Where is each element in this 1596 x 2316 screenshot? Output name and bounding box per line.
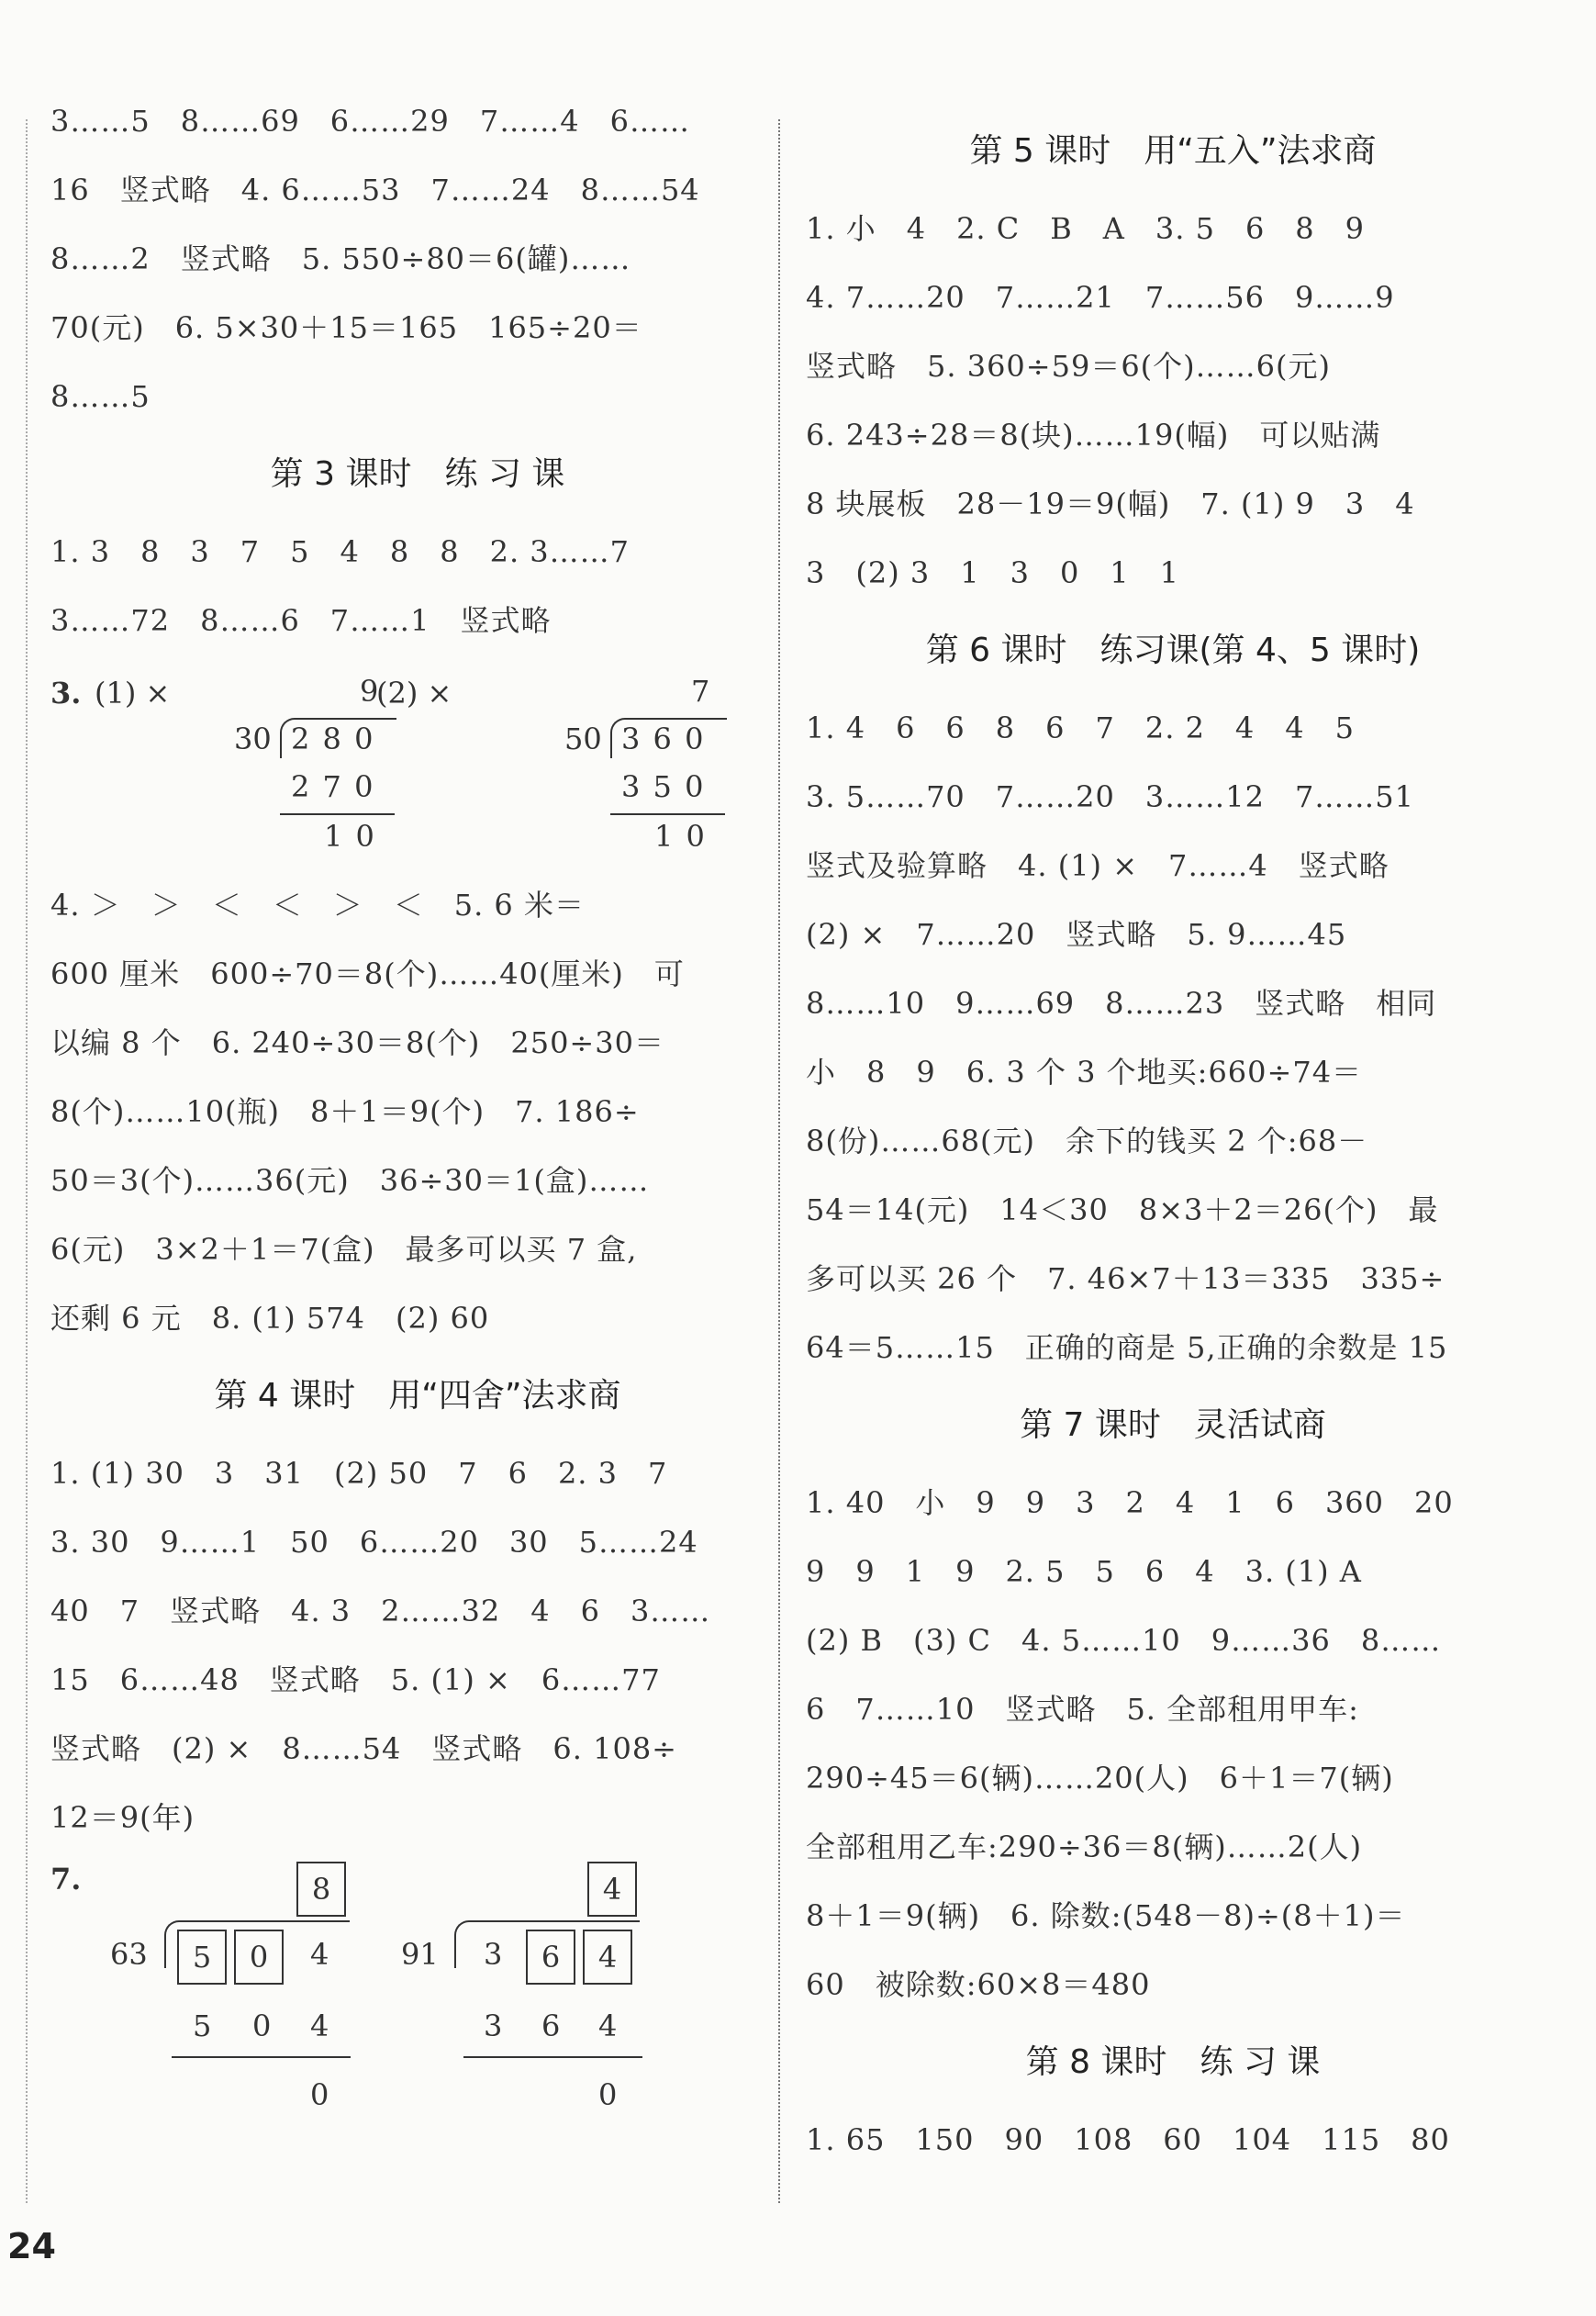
digit-box: 6 xyxy=(526,1930,575,1985)
answer-line: 4. 7……20 7……21 7……56 9……9 xyxy=(806,280,1395,315)
division-remainder: 0 xyxy=(598,2077,618,2112)
division-remainder: 0 xyxy=(310,2077,329,2112)
answer-line: 8……5 xyxy=(50,379,151,414)
answer-line: 8(个)……10(瓶) 8＋1＝9(个) 7. 186÷ xyxy=(50,1094,640,1129)
answer-line: 1. 65 150 90 108 60 104 115 80 xyxy=(806,2122,1450,2157)
section-heading-lesson-8: 第 8 课时 练 习 课 xyxy=(1025,2043,1321,2081)
answer-line: 1. (1) 30 3 31 (2) 50 7 6 2. 3 7 xyxy=(50,1456,668,1491)
answer-line: 多可以买 26 个 7. 46×7＋13＝335 335÷ xyxy=(806,1261,1445,1296)
answer-line: (2) B (3) C 4. 5……10 9……36 8…… xyxy=(806,1623,1442,1658)
q3-label: 3. xyxy=(50,676,82,710)
answer-line: 6(元) 3×2＋1＝7(盒) 最多可以买 7 盒, xyxy=(50,1232,638,1267)
answer-line: 8＋1＝9(辆) 6. 除数:(548－8)÷(8＋1)＝ xyxy=(806,1898,1406,1933)
dividend-digit: 4 xyxy=(310,1937,329,1972)
product-digit: 4 xyxy=(598,2008,618,2043)
answer-line: 1. 4 6 6 8 6 7 2. 2 4 4 5 xyxy=(806,710,1356,745)
division-divisor: 63 xyxy=(110,1937,148,1972)
dividend-digit: 3 xyxy=(484,1937,503,1972)
answer-line: 64＝5……15 正确的商是 5,正确的余数是 15 xyxy=(806,1330,1448,1365)
answer-line: 8(份)……68(元) 余下的钱买 2 个:68－ xyxy=(806,1124,1368,1158)
answer-line: 12＝9(年) xyxy=(50,1800,195,1835)
answer-line: 8 块展板 28－19＝9(幅) 7. (1) 9 3 4 xyxy=(806,487,1415,521)
division-divisor: 91 xyxy=(401,1937,439,1972)
division-product: 2 7 0 xyxy=(291,769,375,804)
answer-line: 70(元) 6. 5×30＋15＝165 165÷20＝ xyxy=(50,310,642,345)
left-column xyxy=(50,87,785,2119)
division-quotient: 9 xyxy=(360,674,379,709)
answer-line: 竖式略 (2) × 8……54 竖式略 6. 108÷ xyxy=(50,1731,677,1766)
answer-line: 3……5 8……69 6……29 7……4 6…… xyxy=(50,104,690,139)
answer-line: 3 (2) 3 1 3 0 1 1 xyxy=(806,555,1180,590)
product-digit: 4 xyxy=(310,2008,329,2043)
section-heading-lesson-6: 第 6 课时 练习课(第 4、5 课时) xyxy=(925,632,1421,669)
section-heading-lesson-5: 第 5 课时 用“五入”法求商 xyxy=(969,132,1377,170)
answer-line: 1. 3 8 3 7 5 4 8 8 2. 3……7 xyxy=(50,534,631,569)
answer-line: 还剩 6 元 8. (1) 574 (2) 60 xyxy=(50,1301,490,1336)
answer-line: 3. 30 9……1 50 6……20 30 5……24 xyxy=(50,1525,698,1560)
right-column xyxy=(806,108,1540,2175)
answer-line: 600 厘米 600÷70＝8(个)……40(厘米) 可 xyxy=(50,957,685,991)
product-digit: 5 xyxy=(193,2008,212,2043)
digit-box: 4 xyxy=(583,1930,632,1985)
answer-line: 9 9 1 9 2. 5 5 6 4 3. (1) A xyxy=(806,1554,1362,1589)
answer-line: 54＝14(元) 14＜30 8×3＋2＝26(个) 最 xyxy=(806,1192,1439,1227)
q7-label: 7. xyxy=(50,1862,82,1896)
answer-line: (2) × 7……20 竖式略 5. 9……45 xyxy=(806,917,1347,952)
division-dividend: 2 8 0 xyxy=(291,722,375,756)
quotient-box: 4 xyxy=(587,1862,637,1917)
division-rule xyxy=(172,2056,351,2058)
answer-line: 竖式及验算略 4. (1) × 7……4 竖式略 xyxy=(806,848,1390,883)
division-divisor: 50 xyxy=(564,722,602,756)
answers-block-top xyxy=(50,87,785,431)
quotient-box: 8 xyxy=(296,1862,346,1917)
division-dividend: 3 6 0 xyxy=(621,722,706,756)
answer-line: 6. 243÷28＝8(块)……19(幅) 可以贴满 xyxy=(806,418,1381,453)
section-heading-lesson-7: 第 7 课时 灵活试商 xyxy=(1020,1406,1326,1444)
division-rule xyxy=(280,813,395,815)
q3-long-division xyxy=(50,655,785,871)
q3-part1-mark: (1) × xyxy=(95,676,171,710)
section-heading-lesson-3: 第 3 课时 练 习 课 xyxy=(270,455,565,493)
digit-box: 5 xyxy=(177,1930,227,1985)
left-margin-rule xyxy=(26,119,28,2203)
answer-line: 40 7 竖式略 4. 3 2……32 4 6 3…… xyxy=(50,1594,711,1628)
answer-line: 小 8 9 6. 3 个 3 个地买:660÷74＝ xyxy=(806,1055,1363,1090)
division-rule xyxy=(610,813,725,815)
answer-line: 1. 40 小 9 9 3 2 4 1 6 360 20 xyxy=(806,1485,1454,1520)
answer-line: 15 6……48 竖式略 5. (1) × 6……77 xyxy=(50,1662,661,1697)
product-digit: 3 xyxy=(484,2008,503,2043)
answer-line: 4. ＞ ＞ ＜ ＜ ＞ ＜ 5. 6 米＝ xyxy=(50,888,585,923)
answer-line: 8……2 竖式略 5. 550÷80＝6(罐)…… xyxy=(50,241,631,276)
division-quotient: 7 xyxy=(691,674,710,709)
product-digit: 0 xyxy=(252,2008,272,2043)
division-remainder: 1 0 xyxy=(324,819,376,854)
answer-line: 16 竖式略 4. 6……53 7……24 8……54 xyxy=(50,173,700,207)
answer-line: 全部租用乙车:290÷36＝8(辆)……2(人) xyxy=(806,1829,1363,1864)
answer-line: 60 被除数:60×8＝480 xyxy=(806,1967,1151,2002)
section-heading-lesson-4: 第 4 课时 用“四舍”法求商 xyxy=(214,1377,621,1415)
product-digit: 6 xyxy=(541,2008,561,2043)
answer-line: 50＝3(个)……36(元) 36÷30＝1(盒)…… xyxy=(50,1163,650,1198)
division-divisor: 30 xyxy=(234,722,272,756)
division-rule xyxy=(463,2056,642,2058)
answer-line: 3……72 8……6 7……1 竖式略 xyxy=(50,603,552,638)
answer-line: 3. 5……70 7……20 3……12 7……51 xyxy=(806,779,1415,814)
answer-line: 6 7……10 竖式略 5. 全部租用甲车: xyxy=(806,1692,1359,1727)
digit-box: 0 xyxy=(234,1930,284,1985)
page-number: 24 xyxy=(7,2226,56,2266)
q3-part2-mark: (2) × xyxy=(376,676,452,710)
answer-line: 1. 小 4 2. C B A 3. 5 6 8 9 xyxy=(806,211,1366,246)
answer-line: 8……10 9……69 8……23 竖式略 相同 xyxy=(806,986,1437,1021)
answer-line: 以编 8 个 6. 240÷30＝8(个) 250÷30＝ xyxy=(50,1025,664,1060)
division-remainder: 1 0 xyxy=(654,819,707,854)
answer-line: 竖式略 5. 360÷59＝6(个)……6(元) xyxy=(806,349,1331,384)
q7-long-division xyxy=(50,1852,785,2119)
division-product: 3 5 0 xyxy=(621,769,706,804)
answer-line: 290÷45＝6(辆)……20(人) 6＋1＝7(辆) xyxy=(806,1761,1394,1796)
